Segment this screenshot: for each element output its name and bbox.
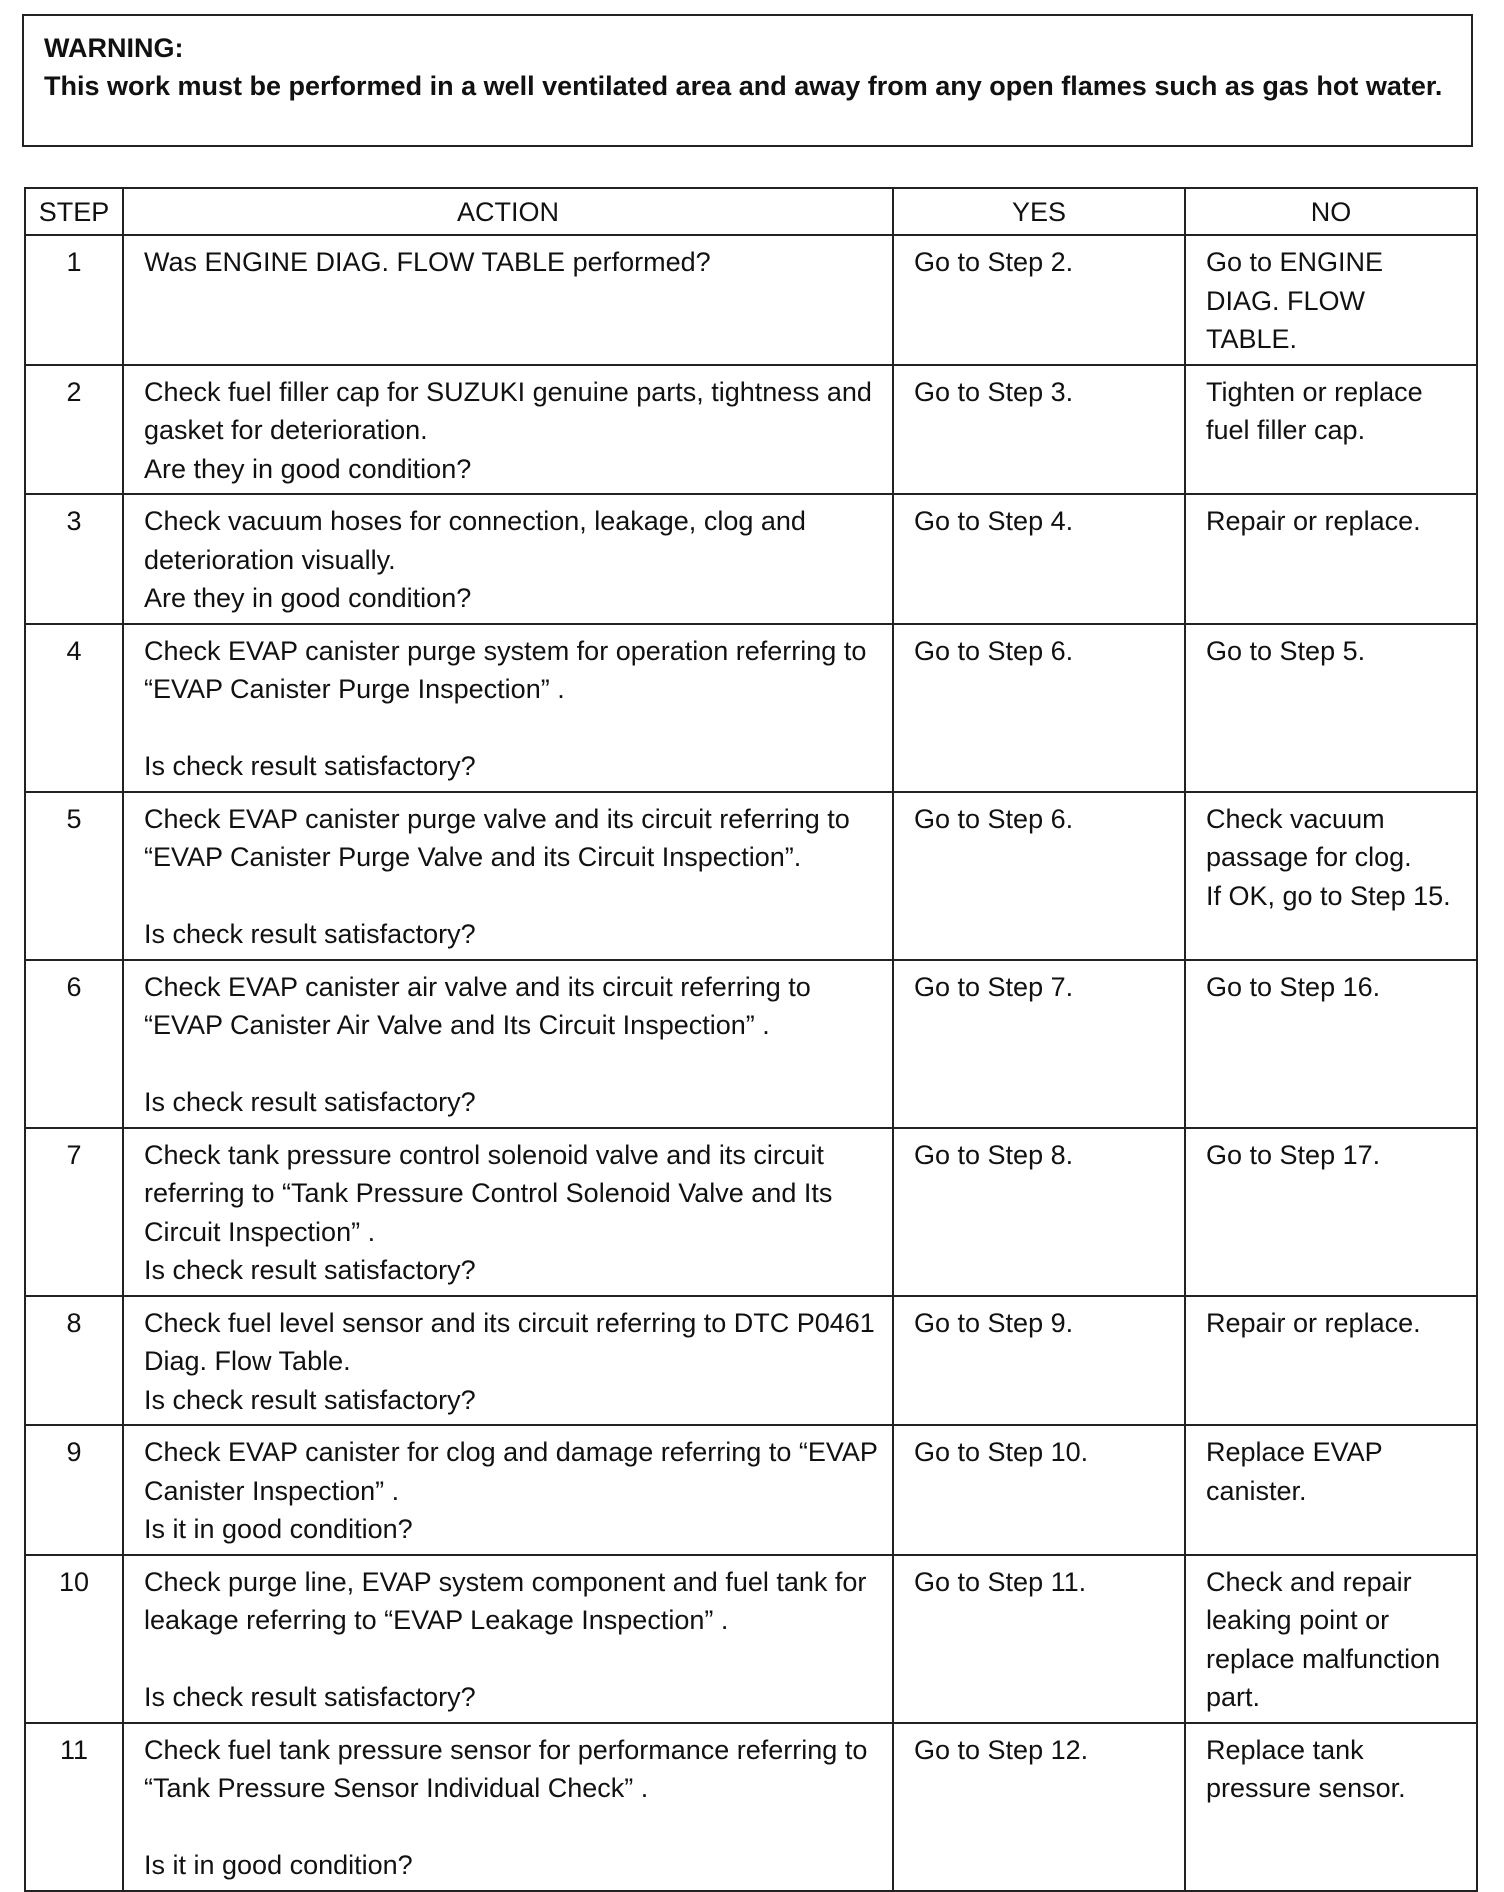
step-cell: 5	[25, 792, 123, 960]
yes-cell: Go to Step 2.	[893, 235, 1185, 365]
action-cell: Check EVAP canister purge valve and its circuit referring to “EVAP Canister Purge Valve and its Circuit Inspection”. Is check result satisfactory?	[123, 792, 893, 960]
table-row	[25, 1425, 1477, 1555]
no-cell: Replace tank pressure sensor.	[1185, 1723, 1477, 1891]
yes-cell: Go to Step 6.	[893, 624, 1185, 792]
header-yes: YES	[893, 188, 1185, 235]
step-cell: 6	[25, 960, 123, 1128]
table-header-row	[25, 188, 1477, 235]
table-row	[25, 792, 1477, 960]
table-row	[25, 1128, 1477, 1296]
action-cell: Check vacuum hoses for connection, leakage, clog and deterioration visually. Are they in good condition?	[123, 494, 893, 624]
no-cell: Tighten or replace fuel filler cap.	[1185, 365, 1477, 495]
yes-cell: Go to Step 6.	[893, 792, 1185, 960]
table-row	[25, 1296, 1477, 1426]
action-cell: Check purge line, EVAP system component and fuel tank for leakage referring to “EVAP Leakage Inspection” . Is check result satisfactory?	[123, 1555, 893, 1723]
no-cell: Go to Step 17.	[1185, 1128, 1477, 1296]
no-cell: Go to ENGINE DIAG. FLOW TABLE.	[1185, 235, 1477, 365]
yes-cell: Go to Step 8.	[893, 1128, 1185, 1296]
step-cell: 2	[25, 365, 123, 495]
warning-text: This work must be performed in a well ventilated area and away from any open flames such as gas hot water.	[44, 71, 1443, 101]
table-row	[25, 1723, 1477, 1891]
no-cell: Check vacuum passage for clog. If OK, go to Step 15.	[1185, 792, 1477, 960]
diagnostic-flow-table	[24, 187, 1478, 1892]
step-cell: 1	[25, 235, 123, 365]
step-cell: 8	[25, 1296, 123, 1426]
no-cell: Replace EVAP canister.	[1185, 1425, 1477, 1555]
header-no: NO	[1185, 188, 1477, 235]
yes-cell: Go to Step 12.	[893, 1723, 1185, 1891]
yes-cell: Go to Step 7.	[893, 960, 1185, 1128]
step-cell: 3	[25, 494, 123, 624]
action-cell: Check tank pressure control solenoid valve and its circuit referring to “Tank Pressure Control Solenoid Valve and Its Circuit Inspection” . Is check result satisfactory?	[123, 1128, 893, 1296]
yes-cell: Go to Step 4.	[893, 494, 1185, 624]
action-cell: Was ENGINE DIAG. FLOW TABLE performed?	[123, 235, 893, 365]
action-cell: Check EVAP canister purge system for operation referring to “EVAP Canister Purge Inspection” . Is check result satisfactory?	[123, 624, 893, 792]
action-cell: Check EVAP canister air valve and its circuit referring to “EVAP Canister Air Valve and Its Circuit Inspection” . Is check result satisfactory?	[123, 960, 893, 1128]
action-cell: Check EVAP canister for clog and damage referring to “EVAP Canister Inspection” . Is it in good condition?	[123, 1425, 893, 1555]
yes-cell: Go to Step 3.	[893, 365, 1185, 495]
table-row	[25, 960, 1477, 1128]
yes-cell: Go to Step 10.	[893, 1425, 1185, 1555]
step-cell: 7	[25, 1128, 123, 1296]
no-cell: Check and repair leaking point or replace malfunction part.	[1185, 1555, 1477, 1723]
header-step: STEP	[25, 188, 123, 235]
header-action: ACTION	[123, 188, 893, 235]
warning-title: WARNING:	[44, 33, 184, 63]
step-cell: 4	[25, 624, 123, 792]
warning-box	[22, 14, 1473, 147]
no-cell: Go to Step 5.	[1185, 624, 1477, 792]
table-row	[25, 624, 1477, 792]
action-cell: Check fuel tank pressure sensor for performance referring to “Tank Pressure Sensor Individual Check” . Is it in good condition?	[123, 1723, 893, 1891]
action-cell: Check fuel filler cap for SUZUKI genuine parts, tightness and gasket for deterioration. Are they in good condition?	[123, 365, 893, 495]
table-row	[25, 494, 1477, 624]
table-row	[25, 1555, 1477, 1723]
no-cell: Repair or replace.	[1185, 1296, 1477, 1426]
table-row	[25, 365, 1477, 495]
table-row	[25, 235, 1477, 365]
step-cell: 9	[25, 1425, 123, 1555]
no-cell: Go to Step 16.	[1185, 960, 1477, 1128]
yes-cell: Go to Step 9.	[893, 1296, 1185, 1426]
no-cell: Repair or replace.	[1185, 494, 1477, 624]
step-cell: 10	[25, 1555, 123, 1723]
action-cell: Check fuel level sensor and its circuit referring to DTC P0461 Diag. Flow Table. Is check result satisfactory?	[123, 1296, 893, 1426]
step-cell: 11	[25, 1723, 123, 1891]
yes-cell: Go to Step 11.	[893, 1555, 1185, 1723]
